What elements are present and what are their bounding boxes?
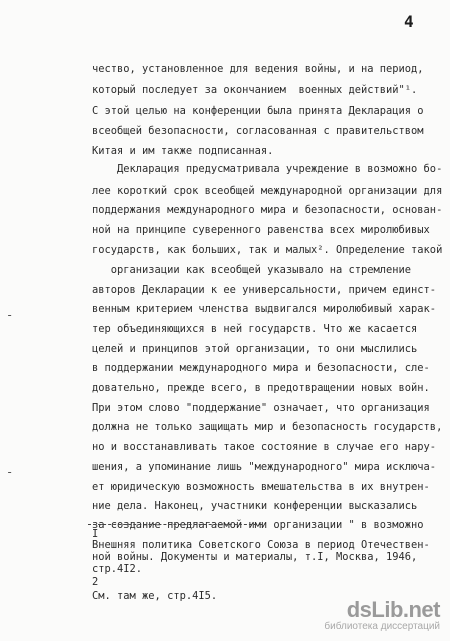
footnote-divider <box>88 524 262 525</box>
watermark <box>324 599 440 633</box>
text-line: довательно, прежде всего, в предотвращении новых войн. <box>92 382 430 394</box>
footnote-text: ной войны. Документы и материалы, т.I, Москва, 1946, <box>92 551 418 563</box>
text-line: авторов Декларации к ее универсальности, причем единст- <box>92 284 437 296</box>
text-line: государств, как больших, так и малых². Определение такой <box>92 244 443 256</box>
text-line: ной на принципе суверенного равенства всех миролюбивых <box>92 224 430 236</box>
text-line: поддержания международного мира и безопасности, основан- <box>92 204 443 216</box>
text-line: организации как всеобщей указывало на стремление <box>92 264 412 276</box>
text-line: должна не только защищать мир и безопасность государств, <box>92 421 443 433</box>
page-number: 4 <box>404 12 414 31</box>
text-line: в поддержании международного мира и безопасности, сле- <box>92 362 430 374</box>
text-line: ние дела. Наконец, участники конференции высказались <box>92 500 418 512</box>
text-line: шения, а упоминание лишь "международного" мира исключа- <box>92 461 437 473</box>
text-line: При этом слово "поддержание" означает, что организация <box>92 402 430 414</box>
text-line: чество, установленное для ведения войны, и на период, <box>92 63 424 75</box>
footnote-marker: I <box>92 528 99 540</box>
text-line: тер объединяющихся в ней государств. Что же касается <box>92 323 418 335</box>
text-line: лее короткий срок всеобщей международной организации для <box>92 185 443 197</box>
text-line: но и восстанавливать такое состояние в случае его нару- <box>92 441 437 453</box>
text-line: Китая и им также подписанная. <box>92 145 274 157</box>
footnote-text: См. там же, стр.4I5. <box>92 590 218 602</box>
watermark-subtitle: библиотека диссертаций <box>324 621 440 632</box>
text-line: Декларация предусматривала учреждение в возможно бо- <box>92 163 443 175</box>
text-line: за создание предлагаемой ими организации " в возможно <box>92 519 424 531</box>
text-line: всеобщей безопасности, согласованная с правительством <box>92 125 424 137</box>
text-line: который последует за окончанием военных действий"¹. <box>92 84 418 96</box>
text-line: ет юридическую возможность вмешательства в их внутрен- <box>92 481 430 493</box>
text-line: целей и принципов этой организации, то они мыслились <box>92 343 418 355</box>
watermark-logo: dsLib.net <box>346 597 440 622</box>
footnote-text: Внешняя политика Советского Союза в период Отечествен- <box>92 539 430 551</box>
footnote-text: стр.4I2. <box>92 563 143 575</box>
text-line: С этой целью на конференции была принята Декларация о <box>92 105 424 117</box>
text-line: венным критерием членства выдвигался миролюбивый харак- <box>92 303 437 315</box>
margin-mark: - <box>6 308 14 322</box>
footnote-marker: 2 <box>92 576 99 588</box>
margin-mark: - <box>6 465 14 479</box>
